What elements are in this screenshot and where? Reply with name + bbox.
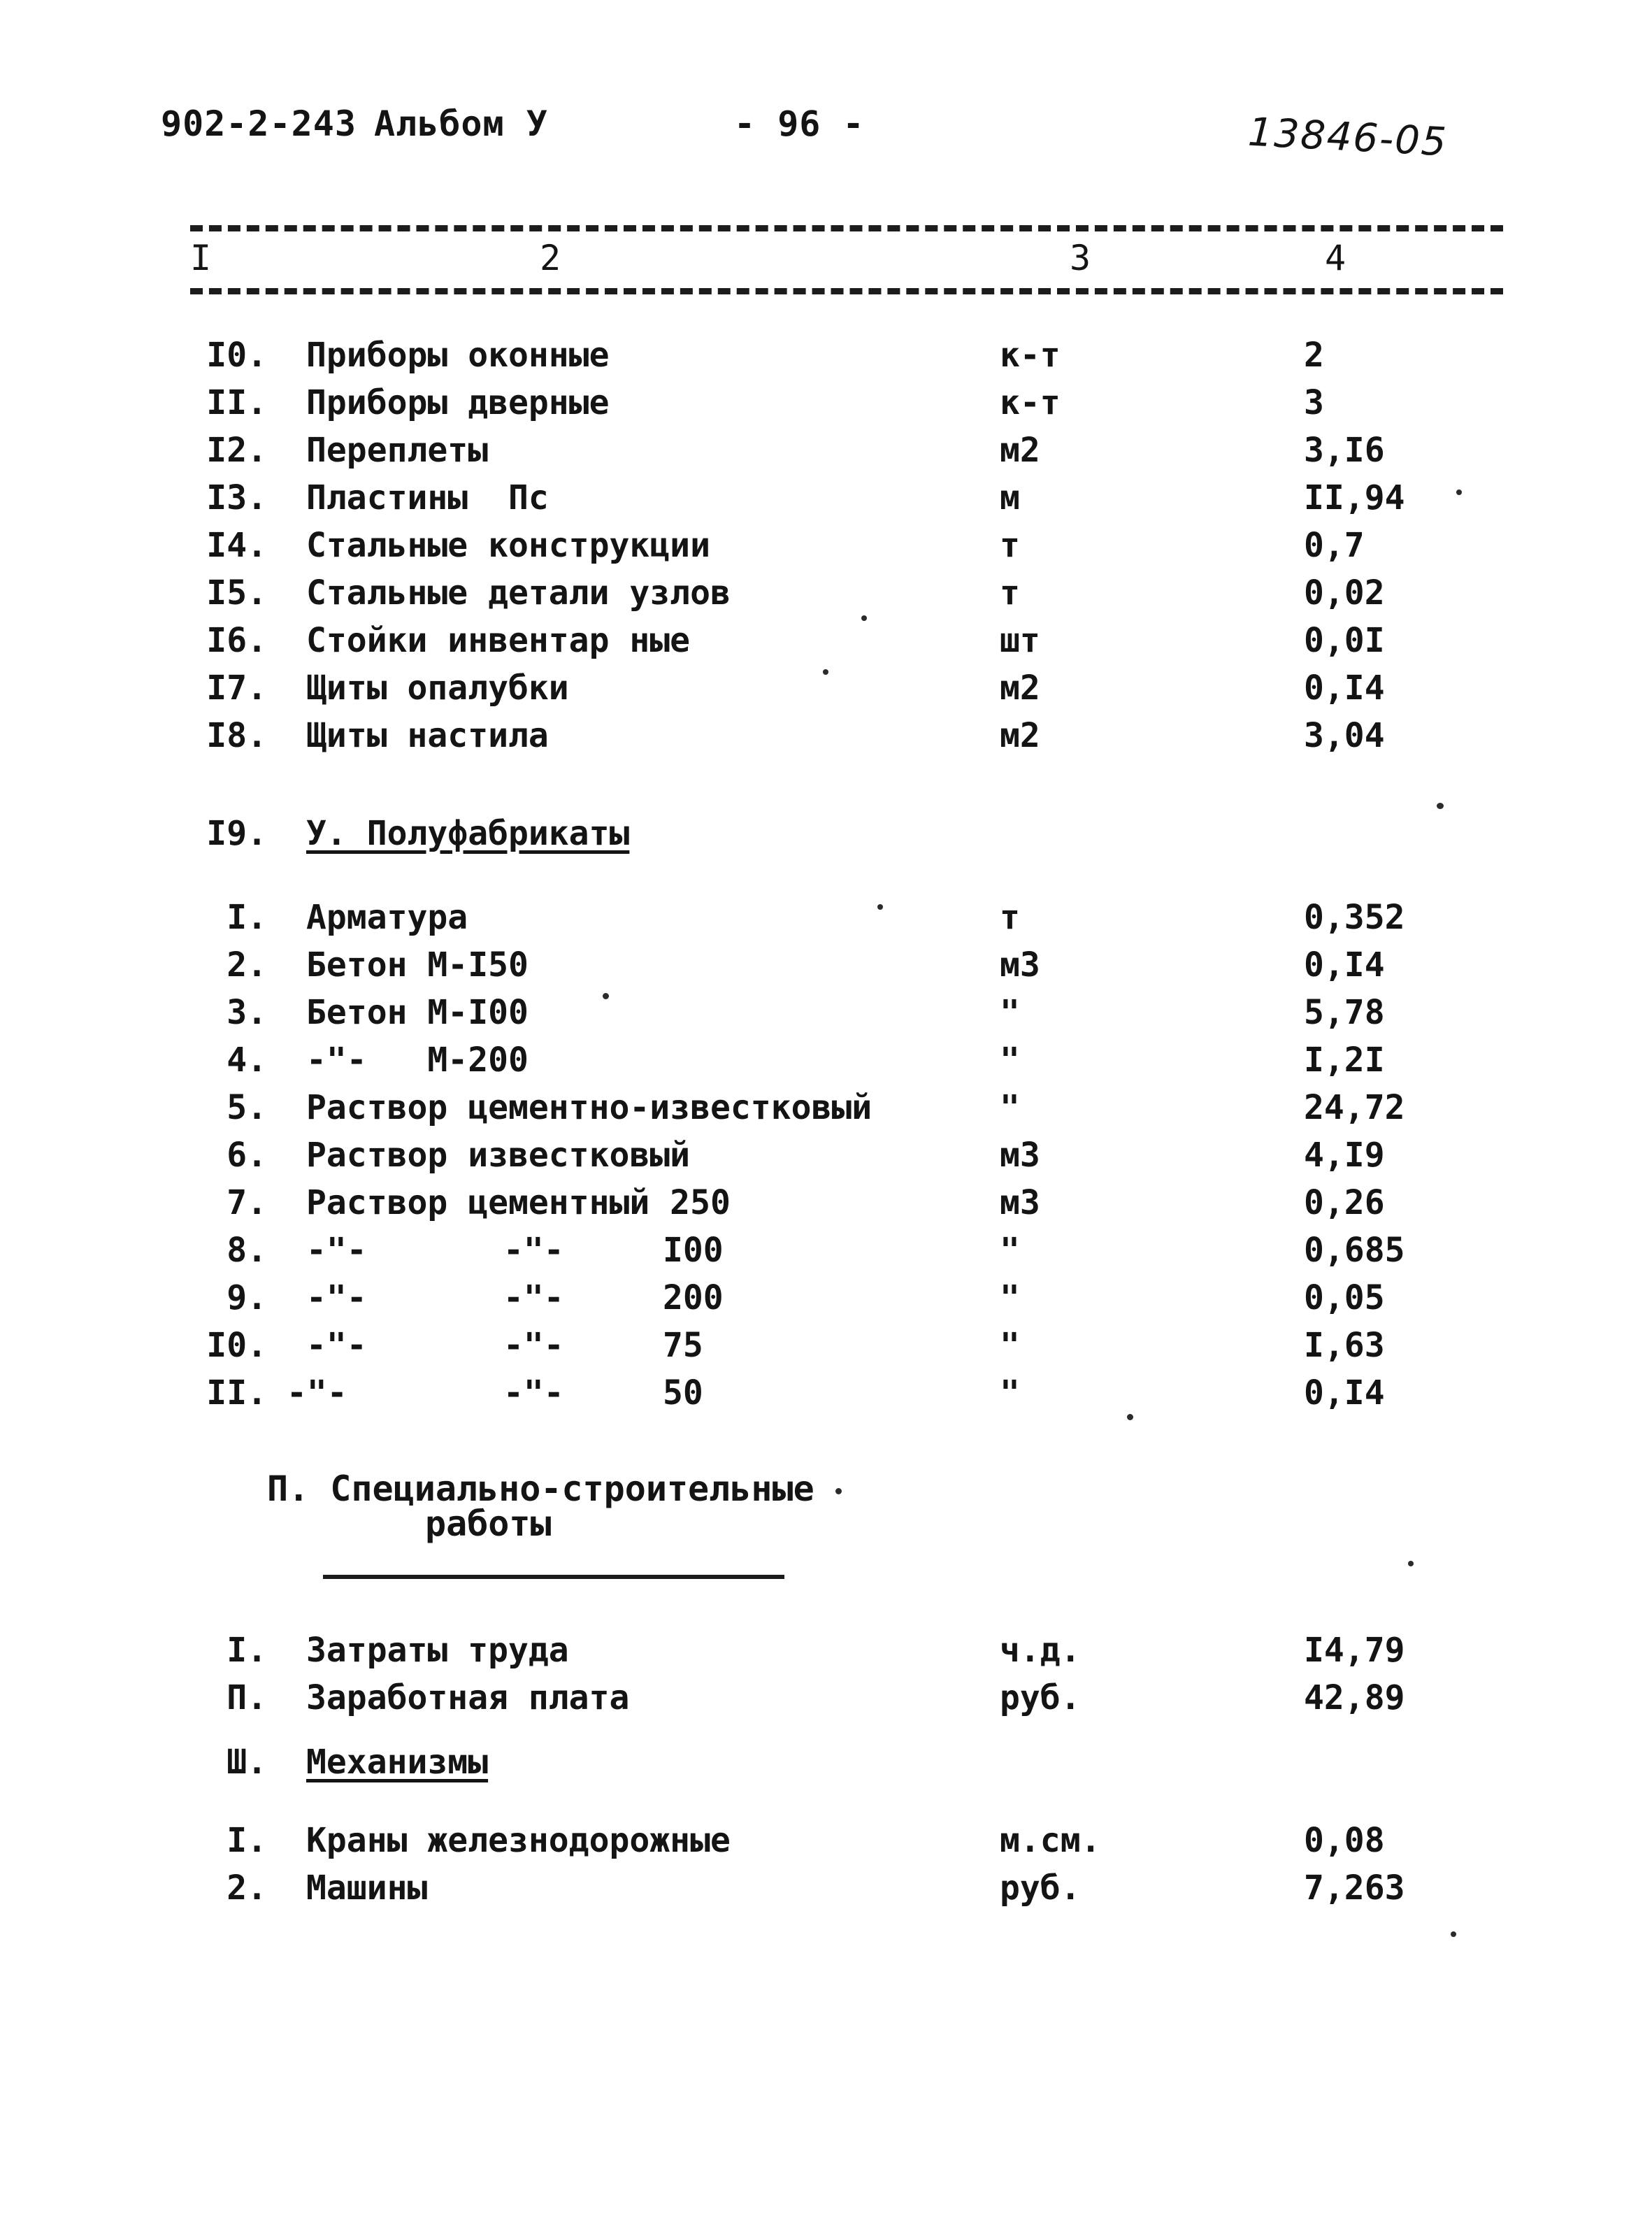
row-number: 4.: [227, 1041, 267, 1080]
row-value: 0,0I: [1304, 621, 1385, 660]
row-name: Пластины Пс: [306, 478, 549, 517]
ditto-mark: -"-: [503, 1326, 564, 1365]
row-value: 5,78: [1304, 993, 1385, 1032]
section-heading-ii-line2: работы: [425, 1503, 552, 1544]
row-number: I6.: [206, 621, 267, 660]
page-number: - 96 -: [734, 103, 865, 144]
row-number: II.: [206, 383, 267, 422]
table-row: [0, 1373, 1652, 1415]
row-unit: ": [1000, 993, 1020, 1032]
table-row: [0, 336, 1652, 378]
row-grade: I00: [663, 1231, 724, 1270]
section-title: У. Полуфабрикаты: [306, 814, 630, 853]
table-row: [0, 993, 1652, 1035]
row-unit: м3: [1000, 1136, 1040, 1175]
row-unit: ": [1000, 1373, 1020, 1413]
row-number: I8.: [206, 716, 267, 755]
table-row: [0, 716, 1652, 758]
column-header-4: 4: [1325, 238, 1346, 278]
ditto-mark: -"-: [503, 1231, 564, 1270]
row-unit: ": [1000, 1088, 1020, 1127]
table-row: [0, 1868, 1652, 1910]
row-name: Приборы дверные: [306, 383, 610, 422]
ditto-mark: -"-: [306, 1326, 367, 1365]
row-grade: 200: [663, 1278, 724, 1317]
table-row: [0, 1631, 1652, 1673]
row-name: Стойки инвентар ные: [306, 621, 691, 660]
row-value: 3,I6: [1304, 431, 1385, 470]
scan-speck: [1456, 489, 1462, 495]
handwritten-code: 13846-05: [1247, 109, 1449, 166]
section-number: I9.: [206, 814, 267, 853]
scan-speck: [877, 904, 883, 910]
table-row: [0, 1326, 1652, 1368]
section-heading-iii: [0, 1743, 1652, 1785]
table-row: [0, 1041, 1652, 1082]
row-name: Заработная плата: [306, 1678, 630, 1717]
row-number: 7.: [227, 1183, 267, 1222]
row-unit: м: [1000, 478, 1020, 517]
scan-speck: [1451, 1931, 1456, 1937]
row-name: Затраты труда: [306, 1631, 569, 1670]
row-value: 4,I9: [1304, 1136, 1385, 1175]
row-value: I,2I: [1304, 1041, 1385, 1080]
row-value: 0,I4: [1304, 669, 1385, 708]
row-value: 24,72: [1304, 1088, 1405, 1127]
row-number: I2.: [206, 431, 267, 470]
table-row: [0, 383, 1652, 425]
table-row: [0, 573, 1652, 615]
row-unit: м2: [1000, 716, 1040, 755]
row-name: Щиты настила: [306, 716, 549, 755]
row-value: 2: [1304, 336, 1324, 375]
row-name: Приборы оконные: [306, 336, 610, 375]
row-value: 0,02: [1304, 573, 1385, 613]
table-row: [0, 669, 1652, 710]
row-unit: к-т: [1000, 336, 1061, 375]
table-row: [0, 1136, 1652, 1178]
row-number: I4.: [206, 526, 267, 565]
row-name: Арматура: [306, 898, 468, 937]
scan-speck: [835, 1488, 842, 1494]
row-value: 0,I4: [1304, 945, 1385, 985]
row-unit: м3: [1000, 945, 1040, 985]
scan-speck: [861, 615, 867, 621]
section-number: Ш.: [227, 1743, 267, 1782]
dashed-rule-top: [190, 225, 1503, 231]
row-unit: т: [1000, 898, 1020, 937]
table-row: [0, 1678, 1652, 1720]
row-number: I7.: [206, 669, 267, 708]
row-unit: ": [1000, 1326, 1020, 1365]
row-name: Бетон М-I50: [306, 945, 529, 985]
table-row: [0, 526, 1652, 568]
row-unit: ": [1000, 1231, 1020, 1270]
row-number: 5.: [227, 1088, 267, 1127]
row-unit: руб.: [1000, 1678, 1081, 1717]
row-value: 0,05: [1304, 1278, 1385, 1317]
row-value: 0,08: [1304, 1821, 1385, 1860]
table-row: [0, 1183, 1652, 1225]
table-row: [0, 621, 1652, 663]
row-value: 7,263: [1304, 1868, 1405, 1908]
row-unit: м2: [1000, 669, 1040, 708]
row-value: I4,79: [1304, 1631, 1405, 1670]
row-name: -"- М-200: [306, 1041, 529, 1080]
row-number: I5.: [206, 573, 267, 613]
row-number: I.: [227, 1631, 267, 1670]
row-unit: м3: [1000, 1183, 1040, 1222]
row-value: 3,04: [1304, 716, 1385, 755]
row-number: П.: [227, 1678, 267, 1717]
row-unit: руб.: [1000, 1868, 1081, 1908]
row-number: I.: [227, 898, 267, 937]
row-value: 0,7: [1304, 526, 1365, 565]
row-unit: т: [1000, 573, 1020, 613]
ditto-mark: -"-: [306, 1278, 367, 1317]
section-rule: [323, 1575, 784, 1579]
row-value: I,63: [1304, 1326, 1385, 1365]
table-row: [0, 1231, 1652, 1273]
doc-code: 902-2-243: [161, 103, 357, 144]
scan-speck: [1437, 803, 1444, 809]
row-name: Щиты опалубки: [306, 669, 569, 708]
dashed-rule-bottom: [190, 288, 1503, 294]
row-unit: ": [1000, 1278, 1020, 1317]
ditto-mark: -"-: [306, 1231, 367, 1270]
row-name: Раствор цементно-известковый: [306, 1088, 872, 1127]
row-number: 3.: [227, 993, 267, 1032]
row-value: 0,26: [1304, 1183, 1385, 1222]
column-header-2: 2: [540, 238, 561, 278]
table-row: [0, 478, 1652, 520]
row-name: Стальные детали узлов: [306, 573, 731, 613]
section-title: Механизмы: [306, 1743, 489, 1782]
scan-speck: [603, 993, 609, 999]
table-row: [0, 945, 1652, 987]
row-number: 8.: [227, 1231, 267, 1270]
row-unit: к-т: [1000, 383, 1061, 422]
row-number: I0.: [206, 336, 267, 375]
row-unit: шт: [1000, 621, 1040, 660]
row-name: Машины: [306, 1868, 428, 1908]
column-header-1: I: [190, 238, 212, 278]
row-value: 42,89: [1304, 1678, 1405, 1717]
row-unit: м2: [1000, 431, 1040, 470]
section-heading-ii: П. Специально-строительные: [267, 1468, 814, 1509]
scan-speck: [823, 669, 828, 675]
row-value: 0,685: [1304, 1231, 1405, 1270]
row-grade: 50: [663, 1373, 703, 1413]
row-unit: м.см.: [1000, 1821, 1101, 1860]
row-number: II.: [206, 1373, 267, 1413]
row-unit: ч.д.: [1000, 1631, 1081, 1670]
row-number: 2.: [227, 945, 267, 985]
table-row: [0, 1821, 1652, 1863]
row-number: 9.: [227, 1278, 267, 1317]
row-name: Раствор цементный 250: [306, 1183, 731, 1222]
row-name: Раствор известковый: [306, 1136, 691, 1175]
row-value: 0,352: [1304, 898, 1405, 937]
row-value: 0,I4: [1304, 1373, 1385, 1413]
row-number: I3.: [206, 478, 267, 517]
row-number: I.: [227, 1821, 267, 1860]
table-row: [0, 1278, 1652, 1320]
row-value: 3: [1304, 383, 1324, 422]
row-name: Переплеты: [306, 431, 489, 470]
row-value: II,94: [1304, 478, 1405, 517]
album-label: Альбом У: [374, 103, 548, 144]
table-row: [0, 431, 1652, 473]
row-grade: 75: [663, 1326, 703, 1365]
row-name: Бетон М-I00: [306, 993, 529, 1032]
ditto-mark: -"-: [503, 1373, 564, 1413]
section-heading-v: [0, 814, 1652, 856]
scan-speck: [1408, 1561, 1414, 1566]
table-row: [0, 1088, 1652, 1130]
row-unit: ": [1000, 1041, 1020, 1080]
column-header-3: 3: [1070, 238, 1091, 278]
scan-speck: [1127, 1414, 1133, 1420]
row-number: 6.: [227, 1136, 267, 1175]
ditto-mark: -"-: [503, 1278, 564, 1317]
table-row: [0, 898, 1652, 940]
row-number: 2.: [227, 1868, 267, 1908]
row-name: Краны железнодорожные: [306, 1821, 731, 1860]
row-unit: т: [1000, 526, 1020, 565]
row-number: I0.: [206, 1326, 267, 1365]
row-name: Стальные конструкции: [306, 526, 710, 565]
ditto-mark: -"-: [287, 1373, 347, 1413]
